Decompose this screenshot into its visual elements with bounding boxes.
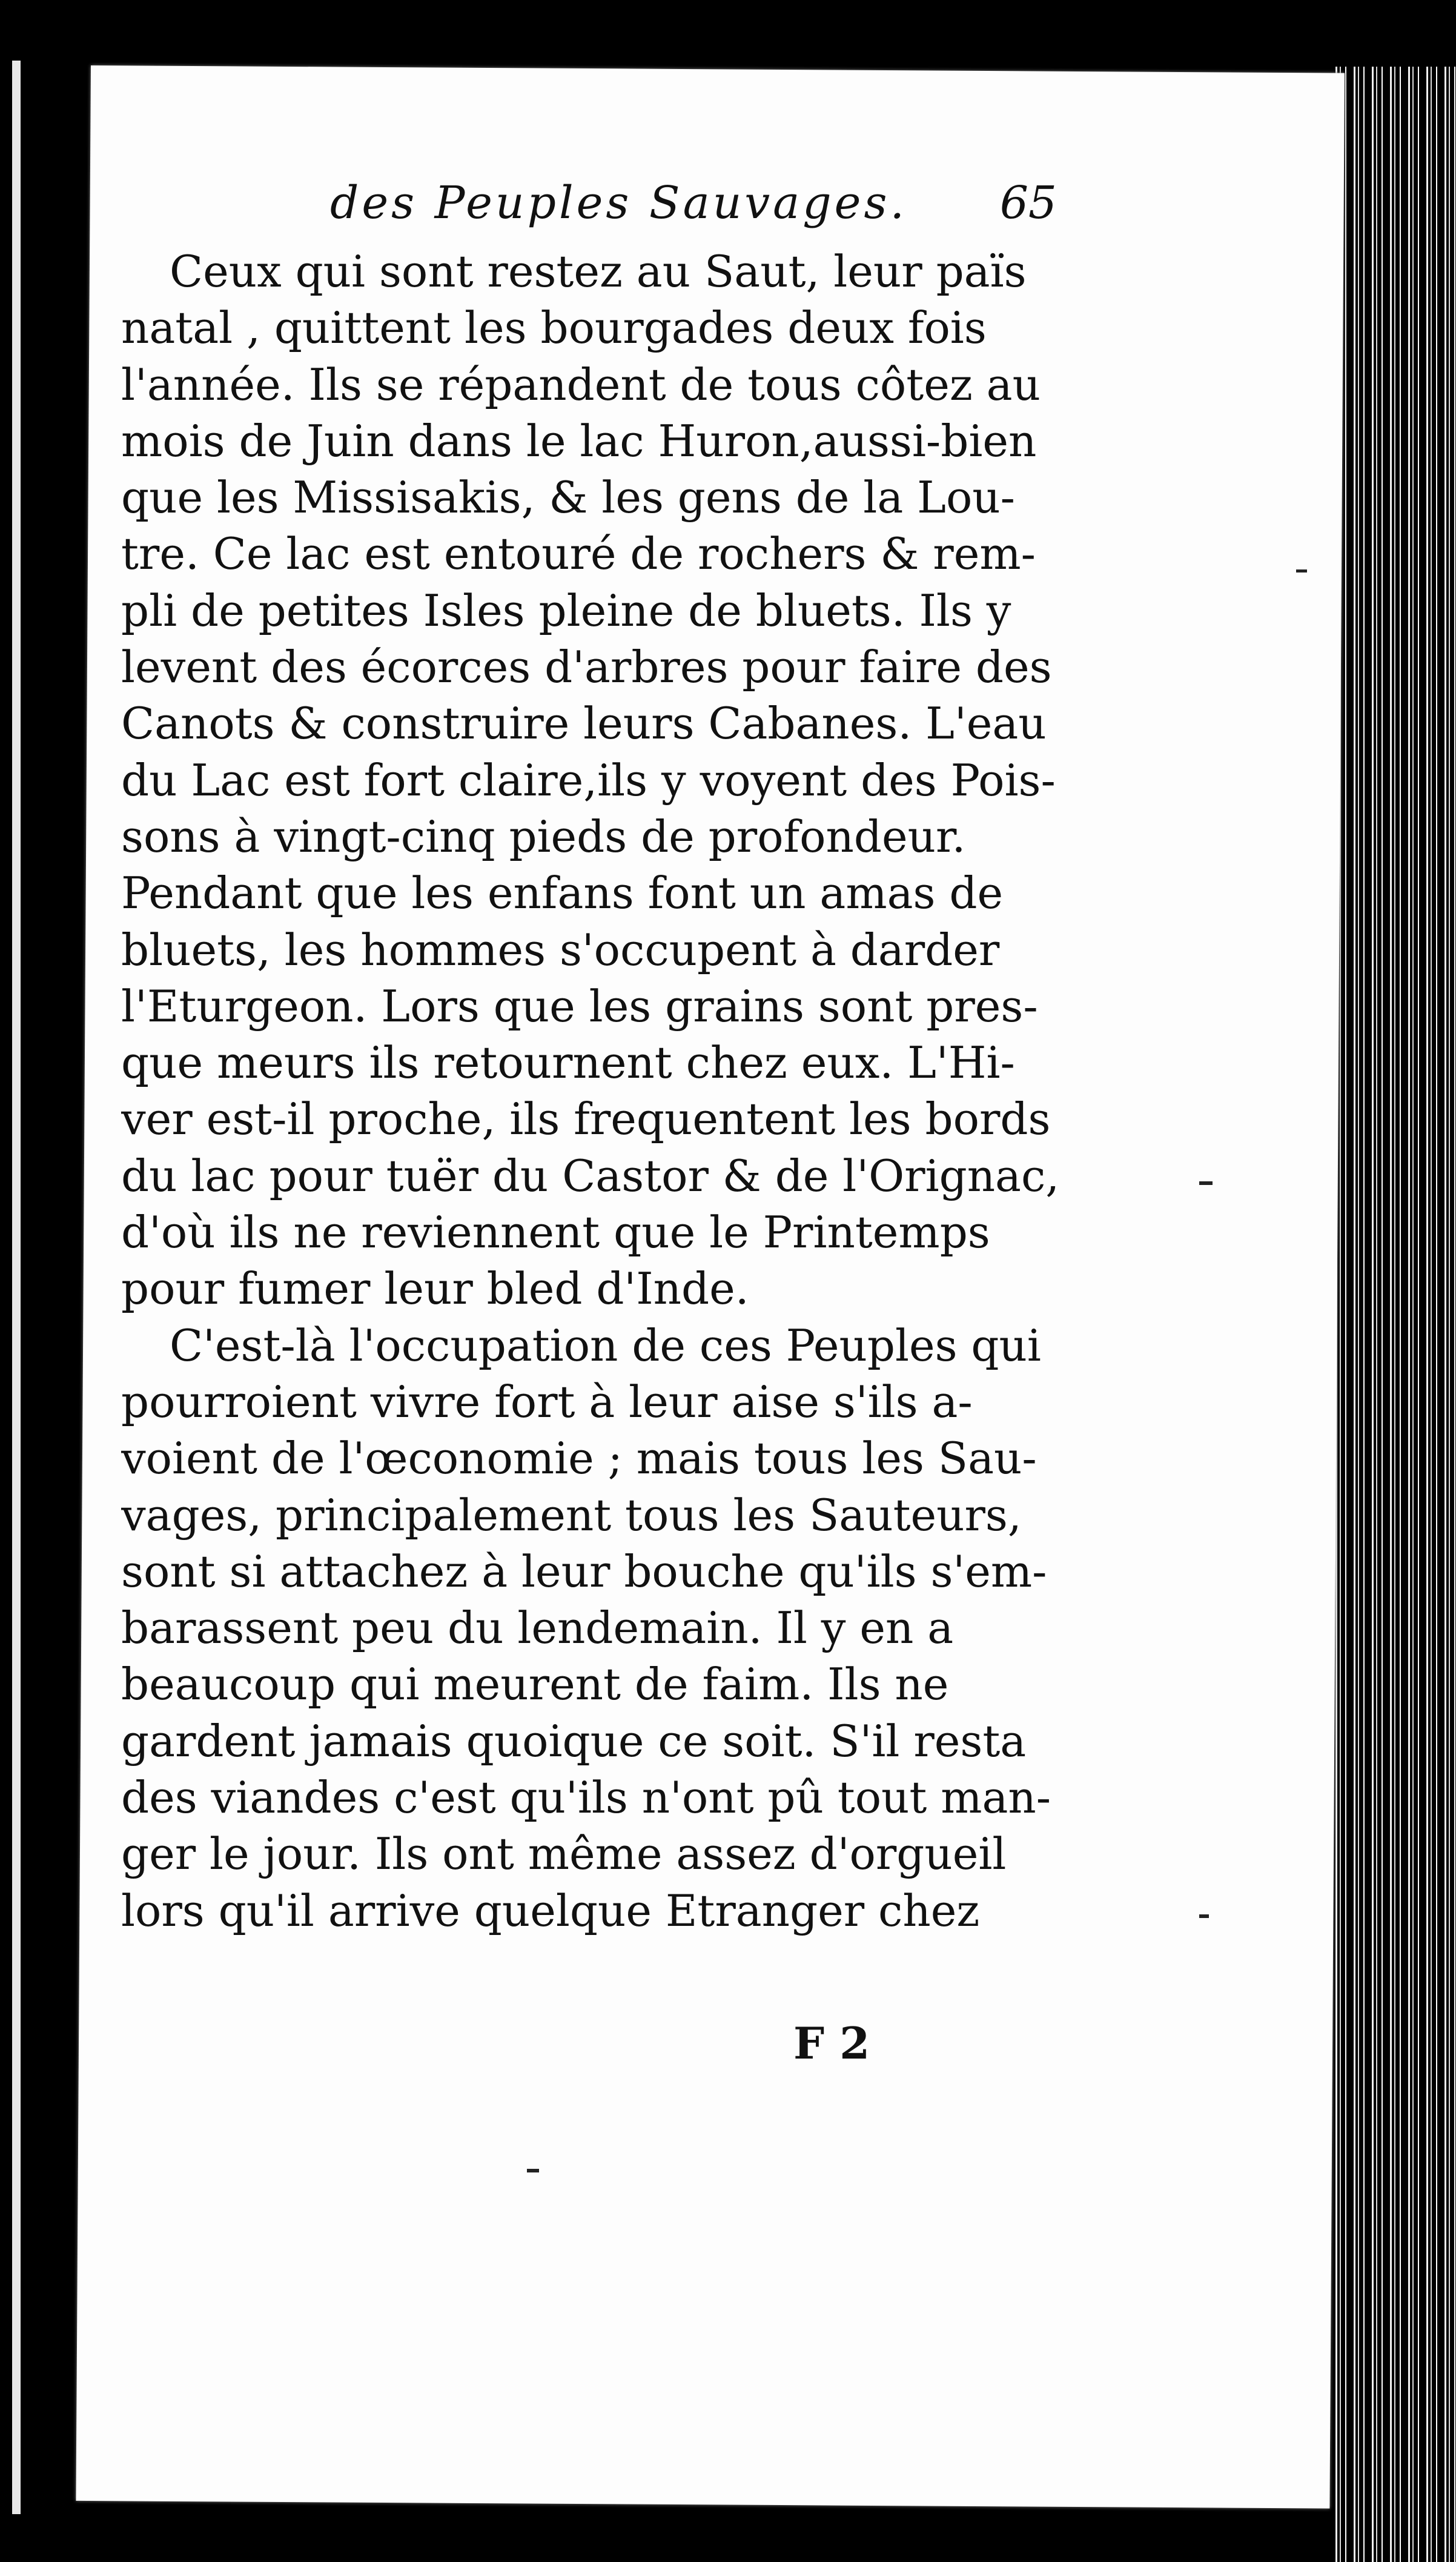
- text-line: Ceux qui sont restez au Saut, leur païs: [170, 246, 1027, 297]
- text-line: vages, principalement tous les Sauteurs,: [121, 1489, 1022, 1541]
- text-line: pli de petites Isles pleine de bluets. Ils y: [121, 585, 1011, 636]
- stacked-page-edges: [1332, 67, 1456, 2562]
- left-binding-edge: [0, 61, 31, 2514]
- text-line: Pendant que les enfans font un amas de: [121, 868, 1004, 919]
- text-line: tre. Ce lac est entouré de rochers & rem-: [121, 528, 1036, 580]
- text-line: mois de Juin dans le lac Huron,aussi-bien: [121, 415, 1037, 466]
- signature-mark: F 2: [793, 2017, 870, 2069]
- page-header: [239, 177, 1087, 237]
- text-line: sont si attachez à leur bouche qu'ils s'em-: [121, 1545, 1047, 1597]
- ink-speck: [1296, 569, 1307, 572]
- text-line: pour fumer leur bled d'Inde.: [121, 1263, 749, 1315]
- text-line: gardent jamais quoique ce soit. S'il resta: [121, 1715, 1027, 1767]
- text-line: Canots & construire leurs Cabanes. L'eau: [121, 698, 1047, 749]
- text-line: du lac pour tuër du Castor & de l'Orignac,: [121, 1150, 1060, 1201]
- text-line: beaucoup qui meurent de faim. Ils ne: [121, 1659, 949, 1710]
- body-text: [121, 244, 1066, 1939]
- text-line: bluets, les hommes s'occupent à darder: [121, 924, 1000, 975]
- ink-speck: [1199, 1914, 1209, 1918]
- text-line: levent des écorces d'arbres pour faire des: [121, 642, 1052, 693]
- text-line: barassent peu du lendemain. Il y en a: [121, 1602, 954, 1654]
- text-line: natal , quittent les bourgades deux fois: [121, 302, 987, 354]
- text-line: des viandes c'est qu'ils n'ont pû tout man-: [121, 1772, 1051, 1824]
- text-line: C'est-là l'occupation de ces Peuples qui: [170, 1319, 1041, 1371]
- text-line: lors qu'il arrive quelque Etranger chez: [121, 1885, 980, 1936]
- ink-speck: [527, 2169, 539, 2172]
- text-line: pourroient vivre fort à leur aise s'ils a-: [121, 1376, 973, 1427]
- paragraph-2: [121, 1318, 1066, 1939]
- ink-speck: [1199, 1181, 1213, 1185]
- text-line: sons à vingt-cinq pieds de profondeur.: [121, 811, 966, 862]
- text-line: ger le jour. Ils ont même assez d'orgueil: [121, 1828, 1007, 1880]
- paragraph-1: [121, 244, 1066, 1318]
- text-line: l'année. Ils se répandent de tous côtez au: [121, 359, 1041, 410]
- running-title: des Peuples Sauvages.: [330, 177, 907, 229]
- text-line: d'où ils ne reviennent que le Printemps: [121, 1207, 990, 1258]
- text-line: l'Eturgeon. Lors que les grains sont pres-: [121, 980, 1038, 1032]
- page-number: 65: [999, 177, 1057, 229]
- text-line: que meurs ils retournent chez eux. L'Hi-: [121, 1037, 1015, 1089]
- text-line: du Lac est fort claire,ils y voyent des Pois-: [121, 754, 1056, 806]
- text-line: que les Missisakis, & les gens de la Lou-: [121, 472, 1015, 523]
- text-line: voient de l'œconomie ; mais tous les Sau-: [121, 1433, 1037, 1484]
- text-line: ver est-il proche, ils frequentent les bords: [121, 1093, 1051, 1145]
